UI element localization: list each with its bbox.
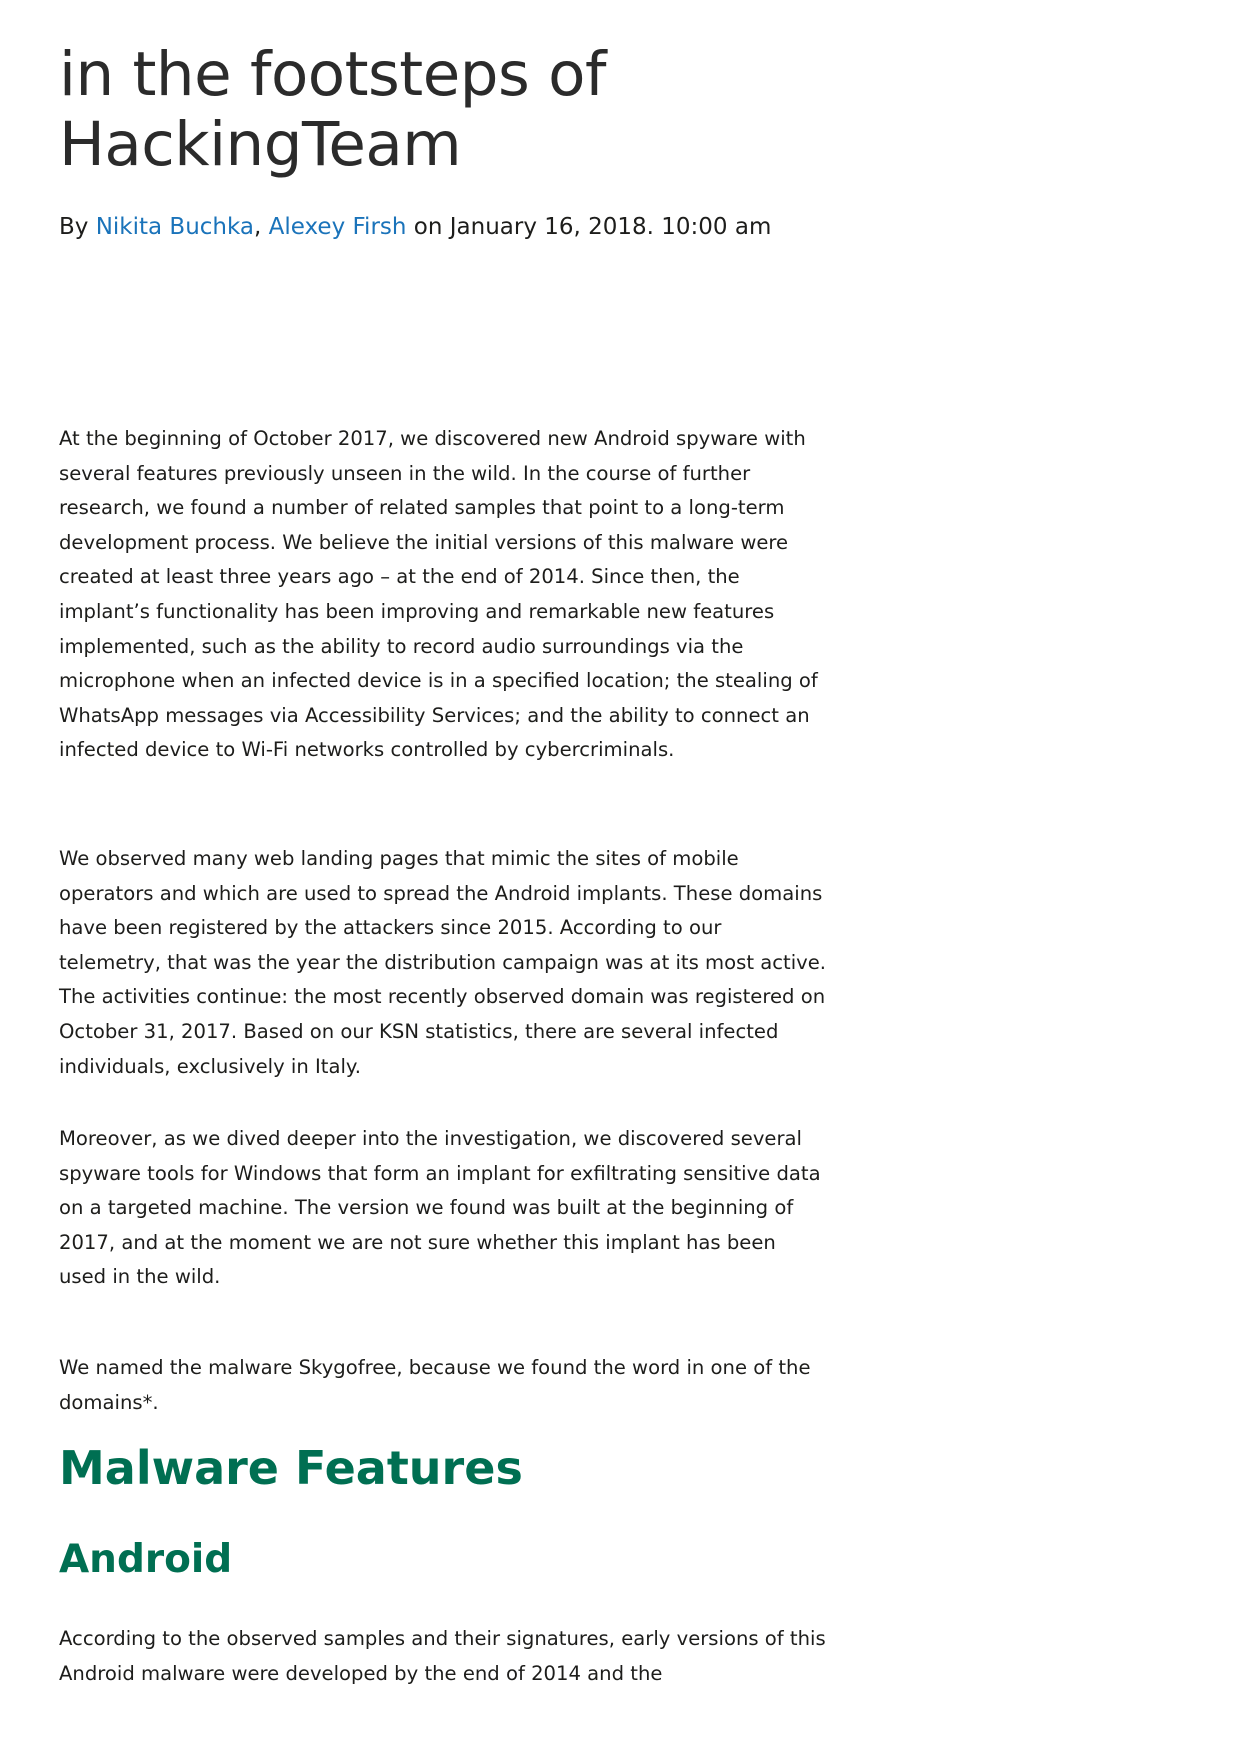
paragraph-landing-pages: We observed many web landing pages that mimic the sites of mobile operators and which are used to spread the Android implants. These domains have been registered by the attackers since 2015. According to our telemetry, that was the year the distribution campaign was at its most active. The activities continue: the most recently observed domain was registered on October 31, 2017. Based on our KSN statistics, there are several infected individuals, exclusively in Italy. bbox=[59, 847, 827, 1078]
article-title-line-1: in the footsteps of bbox=[59, 39, 606, 110]
paragraph-windows-tools: Moreover, as we dived deeper into the investigation, we discovered several spyware tools for Windows that form an implant for exfiltrating sensitive data on a targeted machine. The version we found was built at the beginning of 2017, and at the moment we are not sure whether this implant has been used in the wild. bbox=[59, 1127, 821, 1289]
article-header bbox=[59, 40, 849, 243]
byline bbox=[59, 211, 849, 243]
byline-prefix: By bbox=[59, 214, 96, 240]
heading-malware-features: Malware Features bbox=[59, 1441, 523, 1495]
heading-android: Android bbox=[59, 1537, 233, 1582]
byline-separator: , bbox=[254, 214, 269, 240]
article-title-line-2: HackingTeam bbox=[59, 109, 462, 180]
author-link-nikita-buchka[interactable]: Nikita Buchka bbox=[95, 214, 255, 240]
article-title bbox=[59, 40, 849, 180]
paragraph-intro: At the beginning of October 2017, we discovered new Android spyware with several features previously unseen in the wild. In the course of further research, we found a number of related samples that point to a long-term development process. We believe the initial versions of this malware were created at least three years ago – at the end of 2014. Since then, the implant’s functionality has been improving and remarkable new features implemented, such as the ability to record audio surroundings via the microphone when an infected device is in a specified location; the stealing of WhatsApp messages via Accessibility Services; and the ability to connect an infected device to Wi-Fi networks controlled by cybercriminals. bbox=[59, 427, 818, 762]
paragraph-naming: We named the malware Skygofree, because we found the word in one of the domains*. bbox=[59, 1356, 811, 1414]
author-link-alexey-firsh[interactable]: Alexey Firsh bbox=[268, 214, 407, 240]
byline-date: on January 16, 2018. 10:00 am bbox=[406, 214, 772, 240]
paragraph-android-samples: According to the observed samples and their signatures, early versions of this Android malware were developed by the end of 2014 and the bbox=[59, 1627, 826, 1685]
